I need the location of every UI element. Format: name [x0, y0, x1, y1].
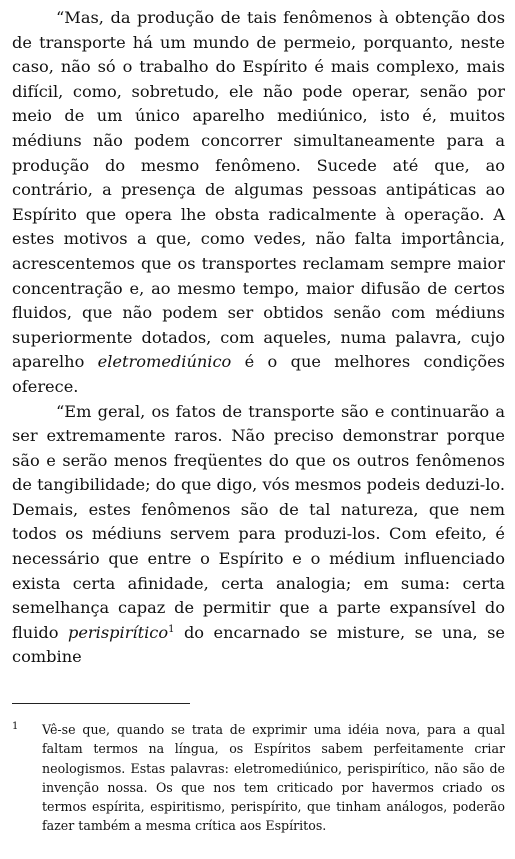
paragraph-1-end: é o que melhores condições oferece.	[12, 352, 505, 396]
footnote-text: Vê-se que, quando se trata de exprimir uma idéia nova, para a qual faltam termos na língua, os Espíritos sabem perfeitamente criar neologismos. Estas palavras: eletromediúnico, perispirítico, não são de invenção nossa. Os que nos tem criticado por havermos criado os termos espírita, espiritismo, perispírito, que tinham análogos, poderão fazer também a mesma crítica aos Espíritos.	[42, 722, 505, 834]
paragraph-2	[12, 400, 505, 671]
footnote	[12, 720, 505, 836]
footnote-mark: 1	[12, 721, 19, 732]
paragraph-2-italic-term: perispirítico	[67, 622, 169, 642]
paragraph-2-end: do encarnado se misture, se una, se combine	[12, 622, 506, 667]
paragraph-1-text: “Mas, da produção de tais fenômenos à obtenção dos de transporte há um mundo de permeio, porquanto, neste caso, não só o trabalho do Espírito é mais complexo, mais difícil, como, sobretudo, ele não pode operar, senão por meio de um único aparelho mediúnico, isto é, muitos médiuns não podem concorrer simultaneamente para a produção do mesmo fenômeno. Sucede até que, ao contrário, a presença de algumas pessoas antipáticas ao Espírito que opera lhe obsta radicalmente à operação. A estes motivos a que, como vedes, não falta importância, acrescentemos que os transportes reclamam sempre maior concentração e, ao mesmo tempo, maior difusão de certos fluidos, que não podem ser obtidos senão com médiuns superiormente dotados, com aqueles, numa palavra, cujo aparelho	[12, 8, 505, 372]
footnote-separator	[12, 703, 190, 704]
paragraph-2-text: “Em geral, os fatos de transporte são e continuarão a ser extremamente raros. Não preciso demonstrar porque são e serão menos freqüentes do que os outros fenômenos de tangibilidade; do que digo, vós mesmos podeis deduzi-lo. Demais, estes fenômenos são de tal natureza, que nem todos os médiuns servem para produzi-los. Com efeito, é necessário que entre o Espírito e o médium influenciado exista certa afinidade, certa analogia; em suma: certa semelhança capaz de permitir que a parte expansível do fluido	[12, 401, 505, 642]
paragraph-1-italic-term: eletromediúnico	[97, 352, 232, 372]
paragraph-1	[12, 6, 505, 400]
footnote-reference: 1	[168, 623, 175, 635]
